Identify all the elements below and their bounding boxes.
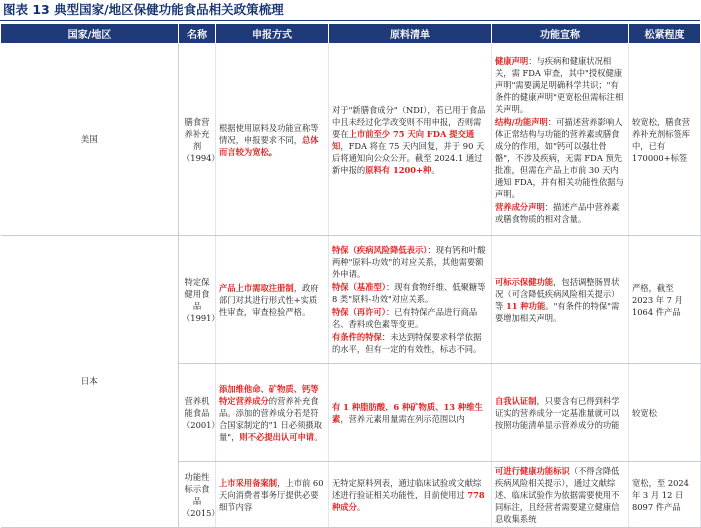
header-declaration: 申报方式: [216, 24, 329, 44]
claims-cell: [492, 236, 629, 364]
text-run: 。: [356, 501, 366, 512]
region-cell: 日本: [1, 236, 179, 528]
highlight-run: 11 种功能: [505, 300, 546, 311]
declaration-cell: [216, 44, 329, 236]
claims-cell: [492, 462, 629, 528]
highlight-run: 结构/功能声明: [495, 116, 548, 127]
text-run: ，营养元素用量需在列示范围以内: [340, 413, 465, 424]
text-run: ：与疾病和健康状况相关，需 FDA 审查，其中"授权健康声明"需要满足明确科学共识；"有条件的健康声明"更宽松但需标注相关声明。: [495, 55, 624, 114]
name-cell: 营养机能食品（2001）: [179, 364, 216, 462]
table-header-row: [1, 24, 701, 44]
name-cell: 功能性标示食品（2015）: [179, 462, 216, 528]
highlight-run: 特保（再许可）: [332, 307, 386, 317]
title-rule: [0, 20, 700, 21]
text-run: ：已有特保产品进行商品名、香料或色素等变更。: [332, 307, 478, 329]
highlight-run: 营养成分声明: [495, 201, 545, 212]
highlight-run: 特保（疾病风险降低表示）: [332, 245, 428, 255]
highlight-run: 原料有 1200+种: [365, 164, 432, 175]
ingredients-cell: [329, 236, 492, 364]
strictness-cell: 严格，截至 2023 年 7 月 1064 件产品: [629, 236, 701, 364]
ingredient-item: [332, 331, 488, 355]
declaration-cell: [216, 236, 329, 364]
strictness-cell: 较宽松: [629, 364, 701, 462]
header-name: 名称: [179, 24, 216, 44]
strictness-cell: 较宽松，膳食营养补充剂标签库中，已有 170000+标签: [629, 44, 701, 236]
figure-title: 图表 13 典型国家/地区保健功能食品相关政策梳理: [3, 2, 284, 17]
claim-item: [495, 201, 625, 225]
table-row: [1, 236, 701, 364]
text-run: 无特定原料列表，通过临床试验或文献综述进行验证相关功能性，目前使用过: [332, 477, 482, 500]
highlight-run: 上市采用备案制: [219, 477, 278, 488]
highlight-run: 有条件的特保: [332, 332, 382, 342]
text-run: 对于"新膳食成分"（NDI），若已用于食品中且未经过化学改变则不用申报，否则需要在: [332, 104, 486, 139]
header-strictness: 松紧程度: [629, 24, 701, 44]
highlight-run: 总体而言较为宽松。: [219, 134, 319, 157]
highlight-run: 产品上市需取注册制: [219, 282, 294, 293]
highlight-run: 自我认证制: [495, 395, 537, 406]
text-run: ：现有食物纤维、低聚糖等 8 类"原料-功效"对应关系。: [332, 282, 486, 304]
highlight-run: 上市前至少 75 天向 FDA 提交通知: [332, 128, 475, 151]
ingredients-cell: [329, 44, 492, 236]
text-run: 。: [431, 164, 440, 175]
highlight-run: 有 1 种脂肪酸、6 种矿物质、13 种维生素: [332, 401, 483, 424]
strictness-cell: 宽松，至 2024 年 3 月 12 日 8097 件产品: [629, 462, 701, 528]
text-run: （不得含降低疾病风险相关提示），通过文献综述、临床试验作为依据需要使用不同标注，且经营者需要建立健康信息收集系统: [495, 465, 620, 524]
ingredient-item: [332, 306, 488, 330]
text-run: ，包括调整肠胃状况（可含降低疾病风险相关提示）等: [495, 276, 620, 311]
declaration-cell: [216, 364, 329, 462]
highlight-run: 添加维他命、矿物质、钙等特定营养成分: [219, 383, 319, 406]
header-claims: 功能宣称: [492, 24, 629, 44]
highlight-run: 则不必提出认可申请: [239, 431, 315, 442]
highlight-run: 健康声明: [495, 55, 529, 66]
header-ingredients: 原料清单: [329, 24, 492, 44]
text-run: ，FDA 将在 75 天内回复，并于 90 天后将通知向公众公开。截至 2024.1 通过新申报的: [332, 140, 485, 175]
declaration-cell: [216, 462, 329, 528]
claims-cell: [492, 44, 629, 236]
ingredients-cell: [329, 364, 492, 462]
text-run: ，上市前 60 天向消费者事务厅提供必要细节内容: [219, 477, 324, 512]
name-cell: 膳食营养补充剂（1994）: [179, 44, 216, 236]
text-run: ：未达到特保要求科学依据的水平，但有一定的有效性，标志不同。: [332, 332, 482, 354]
text-run: 根据使用原料及功能宣称等情况，申报要求不同，: [219, 122, 319, 145]
claim-item: [495, 55, 625, 115]
header-region: 国家/地区: [1, 24, 179, 44]
ingredient-item: [332, 244, 488, 280]
text-run: ，政府部门对其进行形式性+实质性审查，审查检验严格。: [219, 282, 319, 317]
highlight-run: 特保（基准型）: [332, 282, 386, 292]
text-run: ，只要含有已得到科学证实的营养成分一定基准量就可以按照功能清单显示营养成分的功能: [495, 395, 620, 430]
ingredient-item: [332, 281, 488, 305]
region-cell: 美国: [1, 44, 179, 236]
claim-item: [495, 116, 625, 200]
text-run: ：现有钙和叶酸两种"原料-功效"的对应关系，其他需要额外申请。: [332, 245, 486, 279]
table-row: [1, 44, 701, 236]
text-run: 。: [314, 431, 323, 442]
claims-cell: [492, 364, 629, 462]
highlight-run: 可进行健康功能标识: [495, 465, 570, 476]
policy-table: [0, 23, 701, 528]
text-run: ：可描述营养影响人体正常结构与功能的营养素或膳食成分的作用，如"钙可以强壮骨骼"，不涉及疾病，无需 FDA 预先批准，但需在产品上市前 30 天内通知 FDA，并有相关功能性依据与声明。: [495, 116, 624, 199]
text-run: 。"有条件的特保"需要增加相关声明。: [495, 300, 620, 323]
ingredients-cell: [329, 462, 492, 528]
text-run: ：描述产品中营养素或膳食物质的相对含量。: [495, 201, 620, 224]
highlight-run: 778 种成分: [332, 489, 485, 512]
text-run: 的营养补充食品。添加的营养成分若是符合国家制定的"1 日必须摄取量"，: [219, 395, 322, 442]
highlight-run: 可标示保健功能: [495, 276, 554, 287]
name-cell: 特定保健用食品（1991）: [179, 236, 216, 364]
